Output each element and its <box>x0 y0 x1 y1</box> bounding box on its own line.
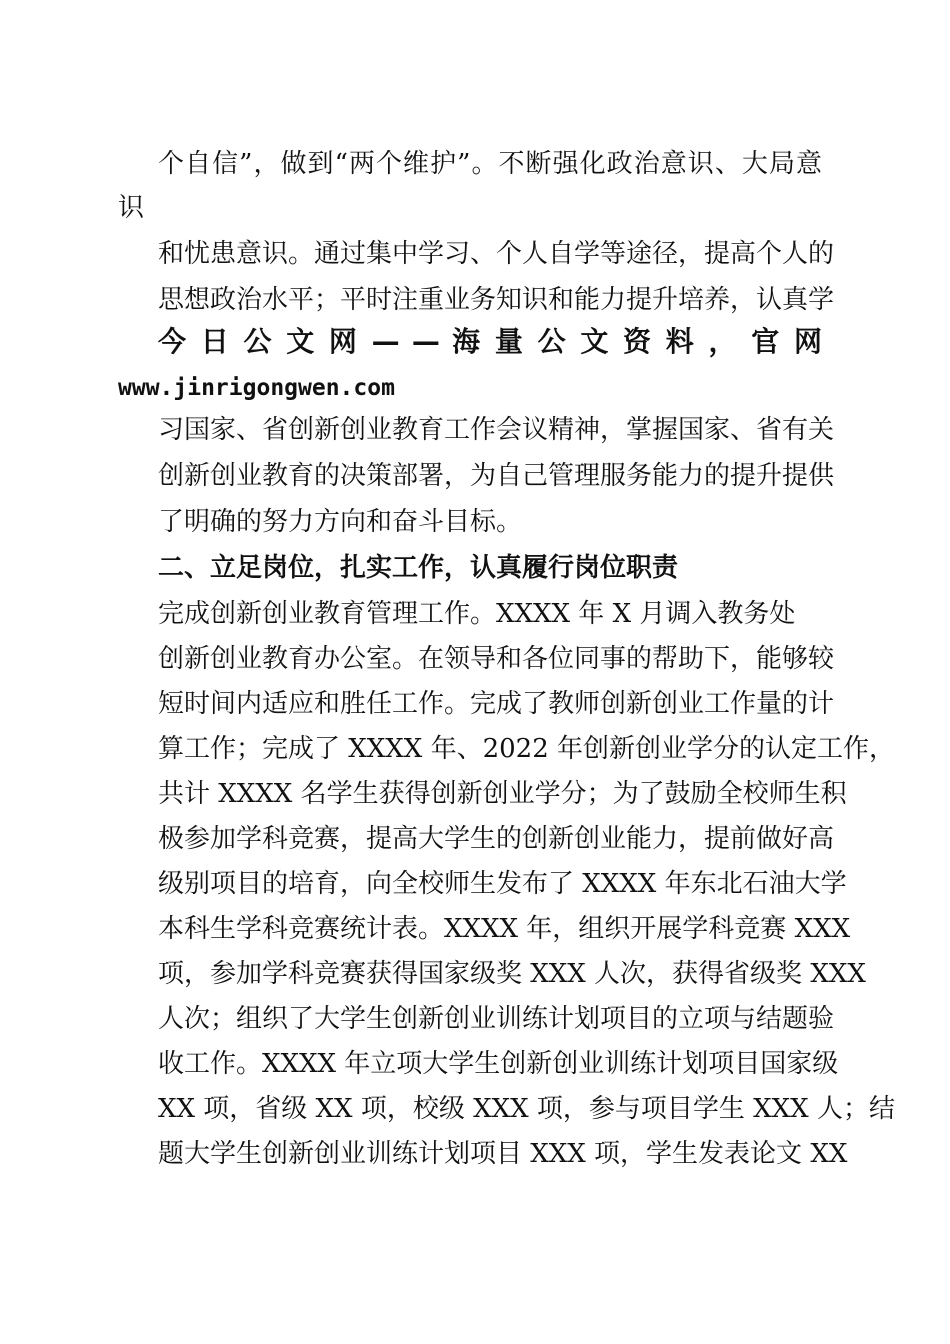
paragraph-line: 极参加学科竞赛，提高大学生的创新创业能力，提前做好高 <box>158 824 835 854</box>
paragraph-line: 共计 XXXX 名学生获得创新创业学分；为了鼓励全校师生积 <box>158 779 847 809</box>
section-heading: 二、立足岗位，扎实工作，认真履行岗位职责 <box>158 553 679 583</box>
paragraph-line: 和忧患意识。通过集中学习、个人自学等途径，提高个人的 <box>158 239 835 269</box>
paragraph-line: 收工作。XXXX 年立项大学生创新创业训练计划项目国家级 <box>158 1049 839 1079</box>
paragraph-line: 级别项目的培育，向全校师生发布了 XXXX 年东北石油大学 <box>158 869 847 899</box>
paragraph-line: 个自信”，做到“两个维护”。不断强化政治意识、大局意 <box>158 149 822 179</box>
watermark-url: www.jinrigongwen.com <box>118 375 395 401</box>
paragraph-line: XX 项，省级 XX 项，校级 XXX 项，参与项目学生 XXX 人；结 <box>158 1094 895 1124</box>
paragraph-line: 创新创业教育的决策部署，为自己管理服务能力的提升提供 <box>158 461 835 491</box>
paragraph-line: 项，参加学科竞赛获得国家级奖 XXX 人次，获得省级奖 XXX <box>158 959 866 989</box>
watermark-banner: 今 日 公 文 网 — — 海 量 公 文 资 料 ， 官 网 <box>158 325 822 358</box>
paragraph-line: 人次；组织了大学生创新创业训练计划项目的立项与结题验 <box>158 1004 835 1034</box>
paragraph-line: 题大学生创新创业训练计划项目 XXX 项，学生发表论文 XX <box>158 1139 848 1169</box>
paragraph-line: 思想政治水平；平时注重业务知识和能力提升培养，认真学 <box>158 285 835 315</box>
paragraph-line: 本科生学科竞赛统计表。XXXX 年，组织开展学科竞赛 XXX <box>158 914 851 944</box>
paragraph-line: 习国家、省创新创业教育工作会议精神，掌握国家、省有关 <box>158 415 835 445</box>
paragraph-line: 了明确的努力方向和奋斗目标。 <box>158 507 523 537</box>
paragraph-line: 短时间内适应和胜任工作。完成了教师创新创业工作量的计 <box>158 689 835 719</box>
paragraph-line: 完成创新创业教育管理工作。XXXX 年 X 月调入教务处 <box>158 599 796 629</box>
paragraph-line: 识 <box>118 193 145 223</box>
paragraph-line: 创新创业教育办公室。在领导和各位同事的帮助下，能够较 <box>158 644 835 674</box>
paragraph-line: 算工作；完成了 XXXX 年、2022 年创新创业学分的认定工作， <box>158 734 896 764</box>
